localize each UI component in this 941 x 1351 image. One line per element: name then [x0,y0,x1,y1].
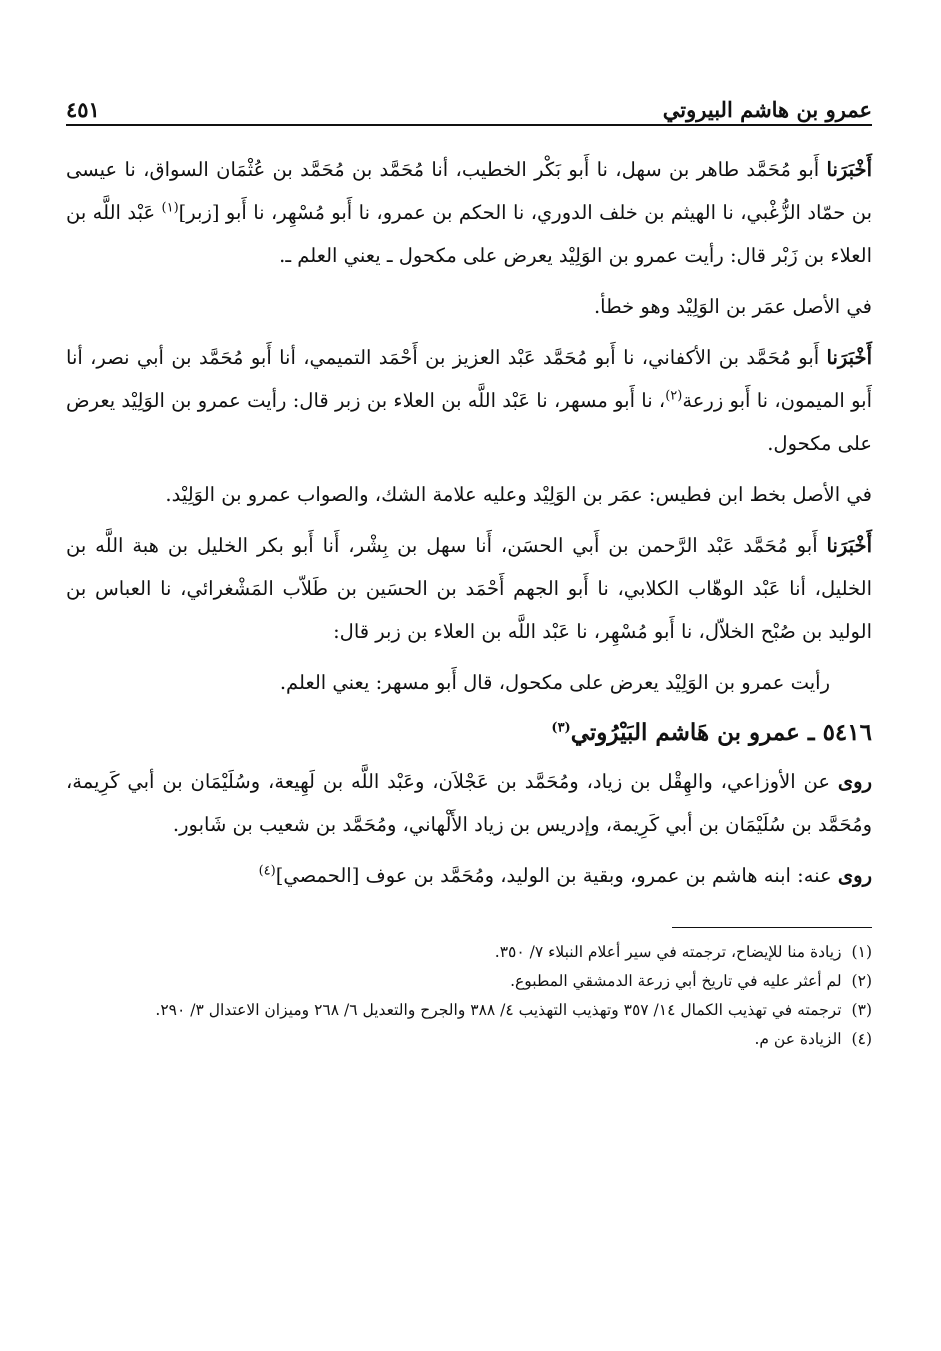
paragraph-text: أَبو مُحَمَّد عَبْد الرَّحمن بن أَبي الحسَن، أَنا سهل بن بِشْر، أَنا أَبو بكر الخليل بن هبة اللَّه بن الخليل، أنا عَبْد الوهّاب الكلابي، نا أَبو الجهم أَحْمَد بن الحسَين بن طَلاّب المَشْغرائي، نا العباس بن الوليد بن صُبْح الخلاّل، نا أَبو مُسْهِر، نا عَبْد اللَّه بن العلاء بن زبر قال: [66,534,872,643]
entry-title-text: ٥٤١٦ ـ عمرو بن هَاشم البَيْرُوتي [570,719,872,746]
footnote-text: ترجمته في تهذيب الكمال ١٤/ ٣٥٧ وتهذيب التهذيب ٤/ ٣٨٨ والجرح والتعديل ٦/ ٢٦٨ وميزان الاعتدال ٣/ ٢٩٠. [155,1001,842,1019]
page-header [66,82,872,122]
paragraph-3 [66,336,872,465]
footnote-ref-4[interactable]: (٤) [258,863,276,879]
paragraph-text: رأيت عمرو بن الوَلِيْد يعرض على مكحول، قال أَبو مسهر: يعني العلم. [279,671,830,694]
paragraph-lead: أَخْبَرَنا [826,346,872,369]
footnote-number: (٤) [851,1030,872,1048]
entry-paragraph-1 [66,760,872,846]
footnote-number: (٣) [851,1001,872,1019]
footnote-number: (٢) [851,972,872,990]
footnote-3 [66,996,872,1025]
paragraph-2 [66,285,872,328]
paragraph-text: في الأصل بخط ابن فطيس: عمَر بن الوَلِيْد وعليه علامة الشك، والصواب عمرو بن الوَلِيْد. [165,483,872,506]
paragraph-text: في الأصل عمَر بن الوَلِيْد وهو خطأ. [593,295,872,318]
paragraph-lead: أَخْبَرَنا [826,534,872,557]
paragraph-4 [66,473,872,516]
page-number: ٤٥١ [66,97,100,122]
footnote-text: الزيادة عن م. [754,1030,842,1048]
paragraph-1 [66,148,872,277]
paragraph-lead: روى [837,770,872,793]
paragraph-text: عن الأوزاعي، والهِقْل بن زياد، ومُحَمَّد بن عَجْلاَن، وعَبْد اللَّه بن لَهِيعة، وسُلَيْمَان بن أبي كَرِيمة، ومُحَمَّد بن سُلَيْمَان بن أبي كَرِيمة، وإدريس بن زياد الأَلْهاني، ومُحَمَّد بن شعيب بن شَابور. [66,770,872,836]
book-page [66,82,872,1312]
header-rule [66,124,872,126]
paragraph-text: عنه: ابنه هاشم بن عمرو، وبقية بن الوليد، ومُحَمَّد بن عوف [الحمصي] [275,864,838,887]
paragraph-text: أَبو مُحَمَّد بن الأكفاني، نا أَبو مُحَمَّد عَبْد العزيز بن أَحْمَد التميمي، أنا أَبو مُحَمَّد بن أبي نصر، أنا أَبو الميمون، نا أَبو زرعة [66,346,872,412]
footnote-text: زيادة منا للإيضاح، ترجمته في سير أعلام النبلاء ٧/ ٣٥٠. [494,943,842,961]
footnote-separator [672,927,872,928]
main-text [66,148,872,897]
footnote-2 [66,967,872,996]
running-title: عمرو بن هاشم البيروتي [662,97,872,122]
footnotes [66,938,872,1054]
paragraph-text-continued: ، نا أَبو مسهر، نا عَبْد اللَّه بن العلاء بن زبر قال: رأيت عمرو بن الوَلِيْد يعرض على مكحول. [66,389,872,455]
footnote-number: (١) [851,943,872,961]
footnote-ref-2[interactable]: (٢) [665,388,683,404]
paragraph-lead: روى [837,864,872,887]
paragraph-6 [66,661,872,704]
footnote-ref-1[interactable]: (١) [161,200,179,216]
paragraph-5 [66,524,872,653]
paragraph-text: أَبو مُحَمَّد طاهر بن سهل، نا أَبو بَكْر الخطيب، أنا مُحَمَّد بن مُحَمَّد بن عُثْمَان السواق، نا عيسى بن حمّاد الزُّغْبي، نا الهيثم بن خلف الدوري، نا الحكم بن عمرو، نا أَبو مُسْهِر، نا أَبو [زبر] [66,158,872,224]
footnote-text: لم أعثر عليه في تاريخ أبي زرعة الدمشقي المطبوع. [510,972,842,990]
paragraph-text-continued: عَبْد اللَّه بن العلاء بن زَبْر قال: رأيت عمرو بن الوَلِيْد يعرض على مكحول ـ يعني العلم ـ. [66,201,872,267]
paragraph-lead: أَخْبَرَنا [826,158,872,181]
footnote-1 [66,938,872,967]
footnote-4 [66,1025,872,1054]
entry-title [66,712,872,754]
entry-paragraph-2 [66,854,872,897]
footnote-ref-3[interactable]: (٣) [551,720,571,736]
